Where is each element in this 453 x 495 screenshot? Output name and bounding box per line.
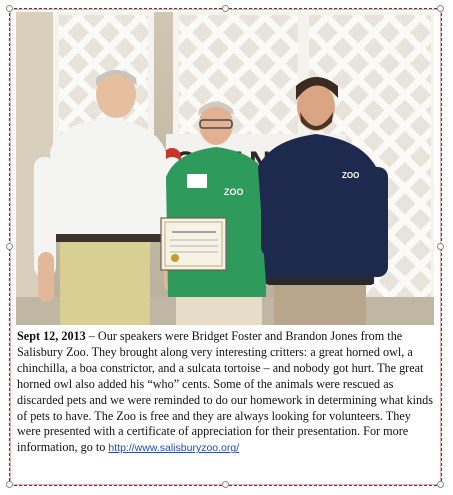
resize-handle-top-center[interactable] (222, 5, 229, 12)
resize-handle-bottom-right[interactable] (437, 481, 444, 488)
resize-handle-bottom-center[interactable] (222, 481, 229, 488)
caption-dash: – (85, 329, 98, 343)
photo-illustration (16, 12, 434, 325)
resize-handle-bottom-left[interactable] (6, 481, 13, 488)
shirt-logo-text: ZOO (224, 187, 244, 197)
certificate (161, 218, 226, 270)
resize-handle-top-right[interactable] (437, 5, 444, 12)
resize-handle-top-left[interactable] (6, 5, 13, 12)
photo-caption (17, 329, 437, 457)
caption-date: Sept 12, 2013 (17, 329, 86, 343)
zoo-website-link[interactable]: http://www.salisburyzoo.org/ (108, 442, 240, 455)
resize-handle-middle-right[interactable] (437, 243, 444, 250)
resize-handle-middle-left[interactable] (6, 243, 13, 250)
group-photo (16, 12, 434, 325)
svg-text:ZOO: ZOO (342, 171, 360, 180)
caption-text: Our speakers were Bridget Foster and Brandon Jones from the Salisbury Zoo. They brought along very interesting critters: a great horned owl, a chinchilla, a boa constrictor, and a sulcata tortoise – and nobody got hurt. The great horned owl also added his “who” cents. Some of the animals were rescued as discarded pets and we were reminded to do our homework in determining what kinds of pets to have. The Zoo is free and they are always looking for volunteers. They were presented with a certificate of appreciation for their presentation. For more information, go to (17, 329, 433, 455)
